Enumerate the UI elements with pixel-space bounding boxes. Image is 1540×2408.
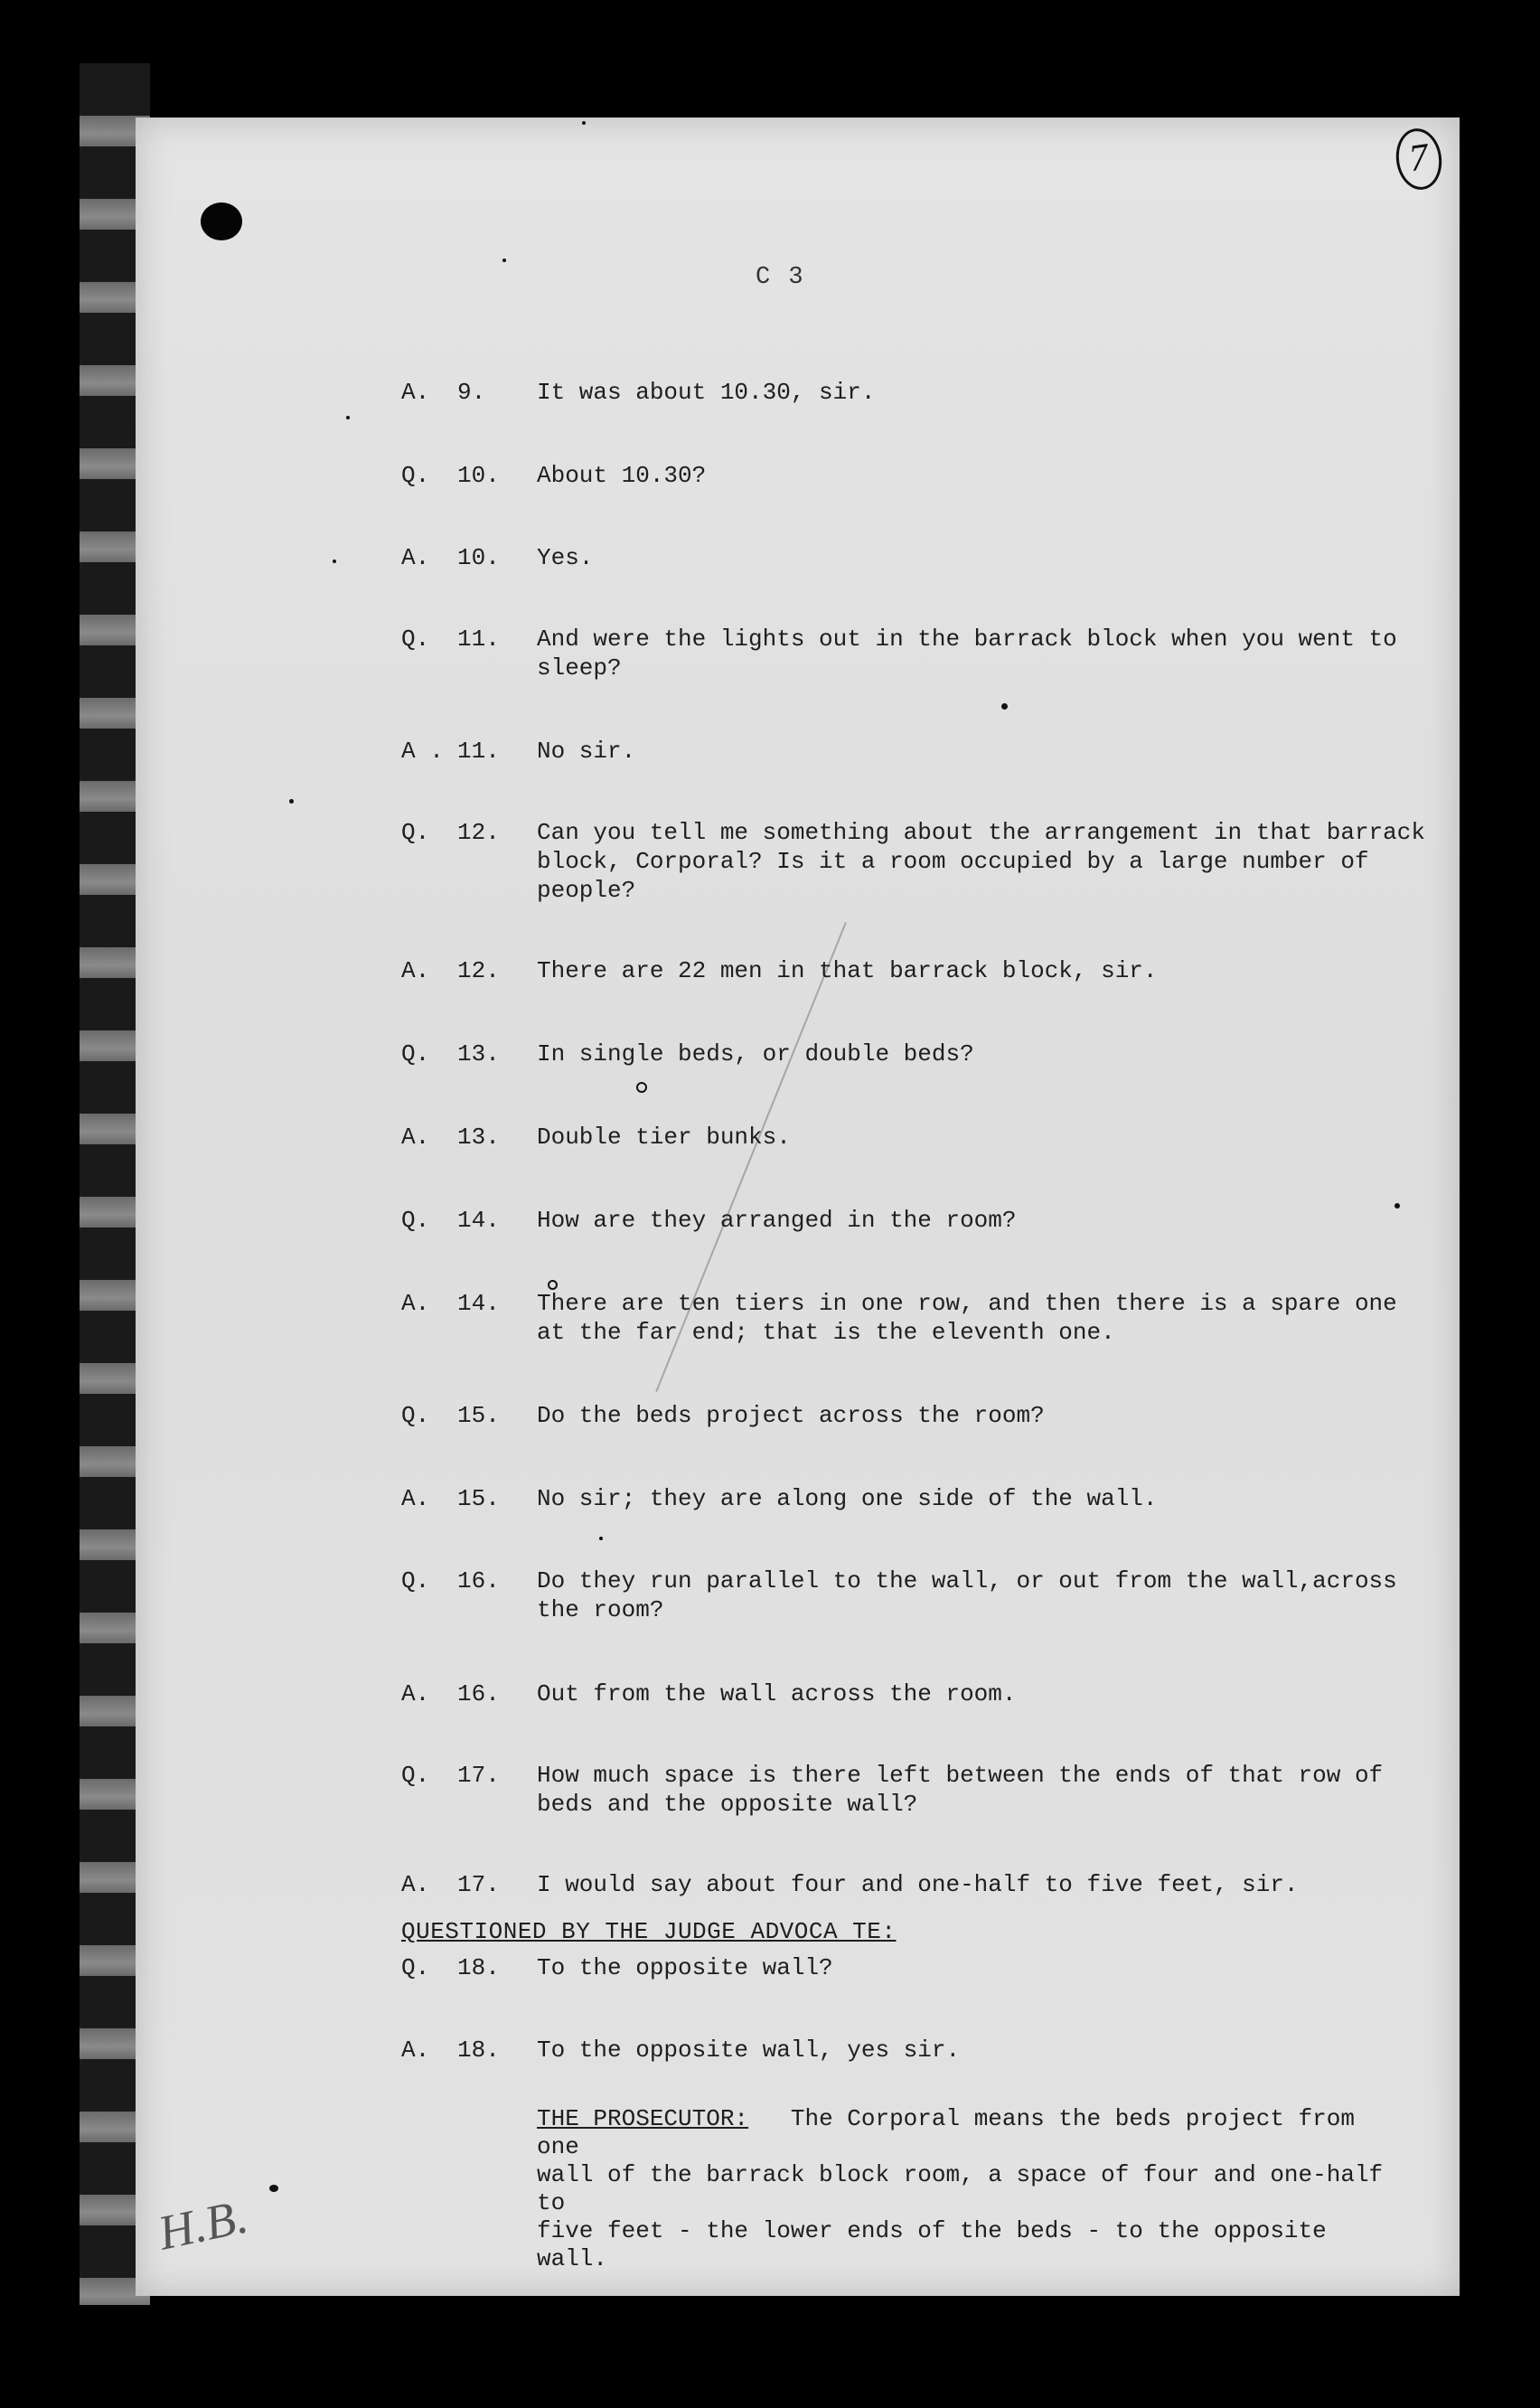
punch-hole — [201, 202, 242, 240]
paper-speck — [502, 259, 506, 262]
prosecutor-statement — [537, 2105, 1404, 2273]
qa-text: How are they arranged in the room? — [537, 1207, 1017, 1234]
qa-letter: A. — [401, 1485, 430, 1512]
qa-text: And were the lights out in the barrack block when you went to sleep? — [537, 626, 1397, 682]
page-number: 7 — [1393, 126, 1446, 193]
qa-text: About 10.30? — [537, 462, 707, 489]
qa-text: Do the beds project across the room? — [537, 1402, 1045, 1429]
qa-letter: A . — [401, 738, 444, 765]
qa-text: Double tier bunks. — [537, 1124, 791, 1151]
qa-letter: A. — [401, 957, 430, 984]
qa-text: No sir. — [537, 738, 636, 765]
qa-text: How much space is there left between the ends of that row of beds and the opposite wall? — [537, 1762, 1384, 1818]
paper-speck — [289, 799, 294, 804]
qa-text: Out from the wall across the room. — [537, 1680, 1017, 1707]
qa-number: 14. — [457, 1207, 500, 1234]
qa-number: 10. — [457, 462, 500, 489]
qa-letter: A. — [401, 1871, 430, 1898]
qa-number: 12. — [457, 957, 500, 984]
qa-number: 17. — [457, 1762, 500, 1789]
qa-letter: Q. — [401, 1402, 430, 1429]
qa-number: 12. — [457, 819, 500, 846]
page-code: C 3 — [756, 264, 805, 291]
paper-speck — [1394, 1203, 1400, 1209]
qa-text: There are 22 men in that barrack block, sir. — [537, 957, 1158, 984]
qa-letter: A. — [401, 1680, 430, 1707]
qa-number: 13. — [457, 1040, 500, 1068]
qa-number: 11. — [457, 738, 500, 765]
paper-speck — [582, 121, 586, 125]
qa-number: 13. — [457, 1124, 500, 1151]
paper-speck — [599, 1537, 603, 1540]
paper-speck — [1001, 703, 1008, 710]
qa-letter: A. — [401, 544, 430, 571]
paper-speck — [346, 416, 350, 419]
qa-number: 17. — [457, 1871, 500, 1898]
qa-number: 18. — [457, 1954, 500, 1981]
qa-number: 15. — [457, 1485, 500, 1512]
qa-number: 15. — [457, 1402, 500, 1429]
prosecutor-text: The Corporal means the beds project from one wall of the barrack block room, a space of four and one-half to five feet - the lower ends of the beds - to the opposite wall. — [537, 2105, 1384, 2272]
paper-speck — [548, 1280, 558, 1290]
qa-number: 14. — [457, 1290, 500, 1317]
section-heading: QUESTIONED BY THE JUDGE ADVOCA TE: — [401, 1918, 897, 1945]
handwritten-initials: H.B. — [153, 2188, 253, 2261]
qa-letter: A. — [401, 1124, 430, 1151]
qa-text: Yes. — [537, 544, 594, 571]
qa-number: 11. — [457, 626, 500, 653]
qa-letter: Q. — [401, 819, 430, 846]
qa-text: Do they run parallel to the wall, or out from the wall,across the room? — [537, 1567, 1397, 1623]
qa-letter: Q. — [401, 1040, 430, 1068]
qa-letter: Q. — [401, 1567, 430, 1594]
qa-letter: A. — [401, 2036, 430, 2064]
qa-number: 10. — [457, 544, 500, 571]
qa-text: In single beds, or double beds? — [537, 1040, 974, 1068]
qa-text: I would say about four and one-half to five feet, sir. — [537, 1871, 1299, 1898]
qa-letter: Q. — [401, 462, 430, 489]
prosecutor-speaker: THE PROSECUTOR: — [537, 2105, 749, 2132]
qa-number: 18. — [457, 2036, 500, 2064]
qa-text: There are ten tiers in one row, and then there is a spare one at the far end; that is the eleventh one. — [537, 1290, 1397, 1346]
qa-text: It was about 10.30, sir. — [537, 379, 876, 406]
qa-text: Can you tell me something about the arrangement in that barrack block, Corporal? Is it a room occupied by a large number of people? — [537, 819, 1425, 904]
qa-letter: A. — [401, 379, 430, 406]
qa-letter: Q. — [401, 1207, 430, 1234]
qa-letter: Q. — [401, 626, 430, 653]
qa-number: 16. — [457, 1680, 500, 1707]
paper-speck — [269, 2185, 278, 2192]
qa-letter: A. — [401, 1290, 430, 1317]
qa-number: 16. — [457, 1567, 500, 1594]
qa-number: 9. — [457, 379, 486, 406]
qa-text: No sir; they are along one side of the wall. — [537, 1485, 1158, 1512]
qa-letter: Q. — [401, 1762, 430, 1789]
qa-letter: Q. — [401, 1954, 430, 1981]
qa-text: To the opposite wall, yes sir. — [537, 2036, 961, 2064]
paper-speck — [333, 560, 336, 563]
paper-speck — [636, 1082, 647, 1093]
qa-text: To the opposite wall? — [537, 1954, 833, 1981]
